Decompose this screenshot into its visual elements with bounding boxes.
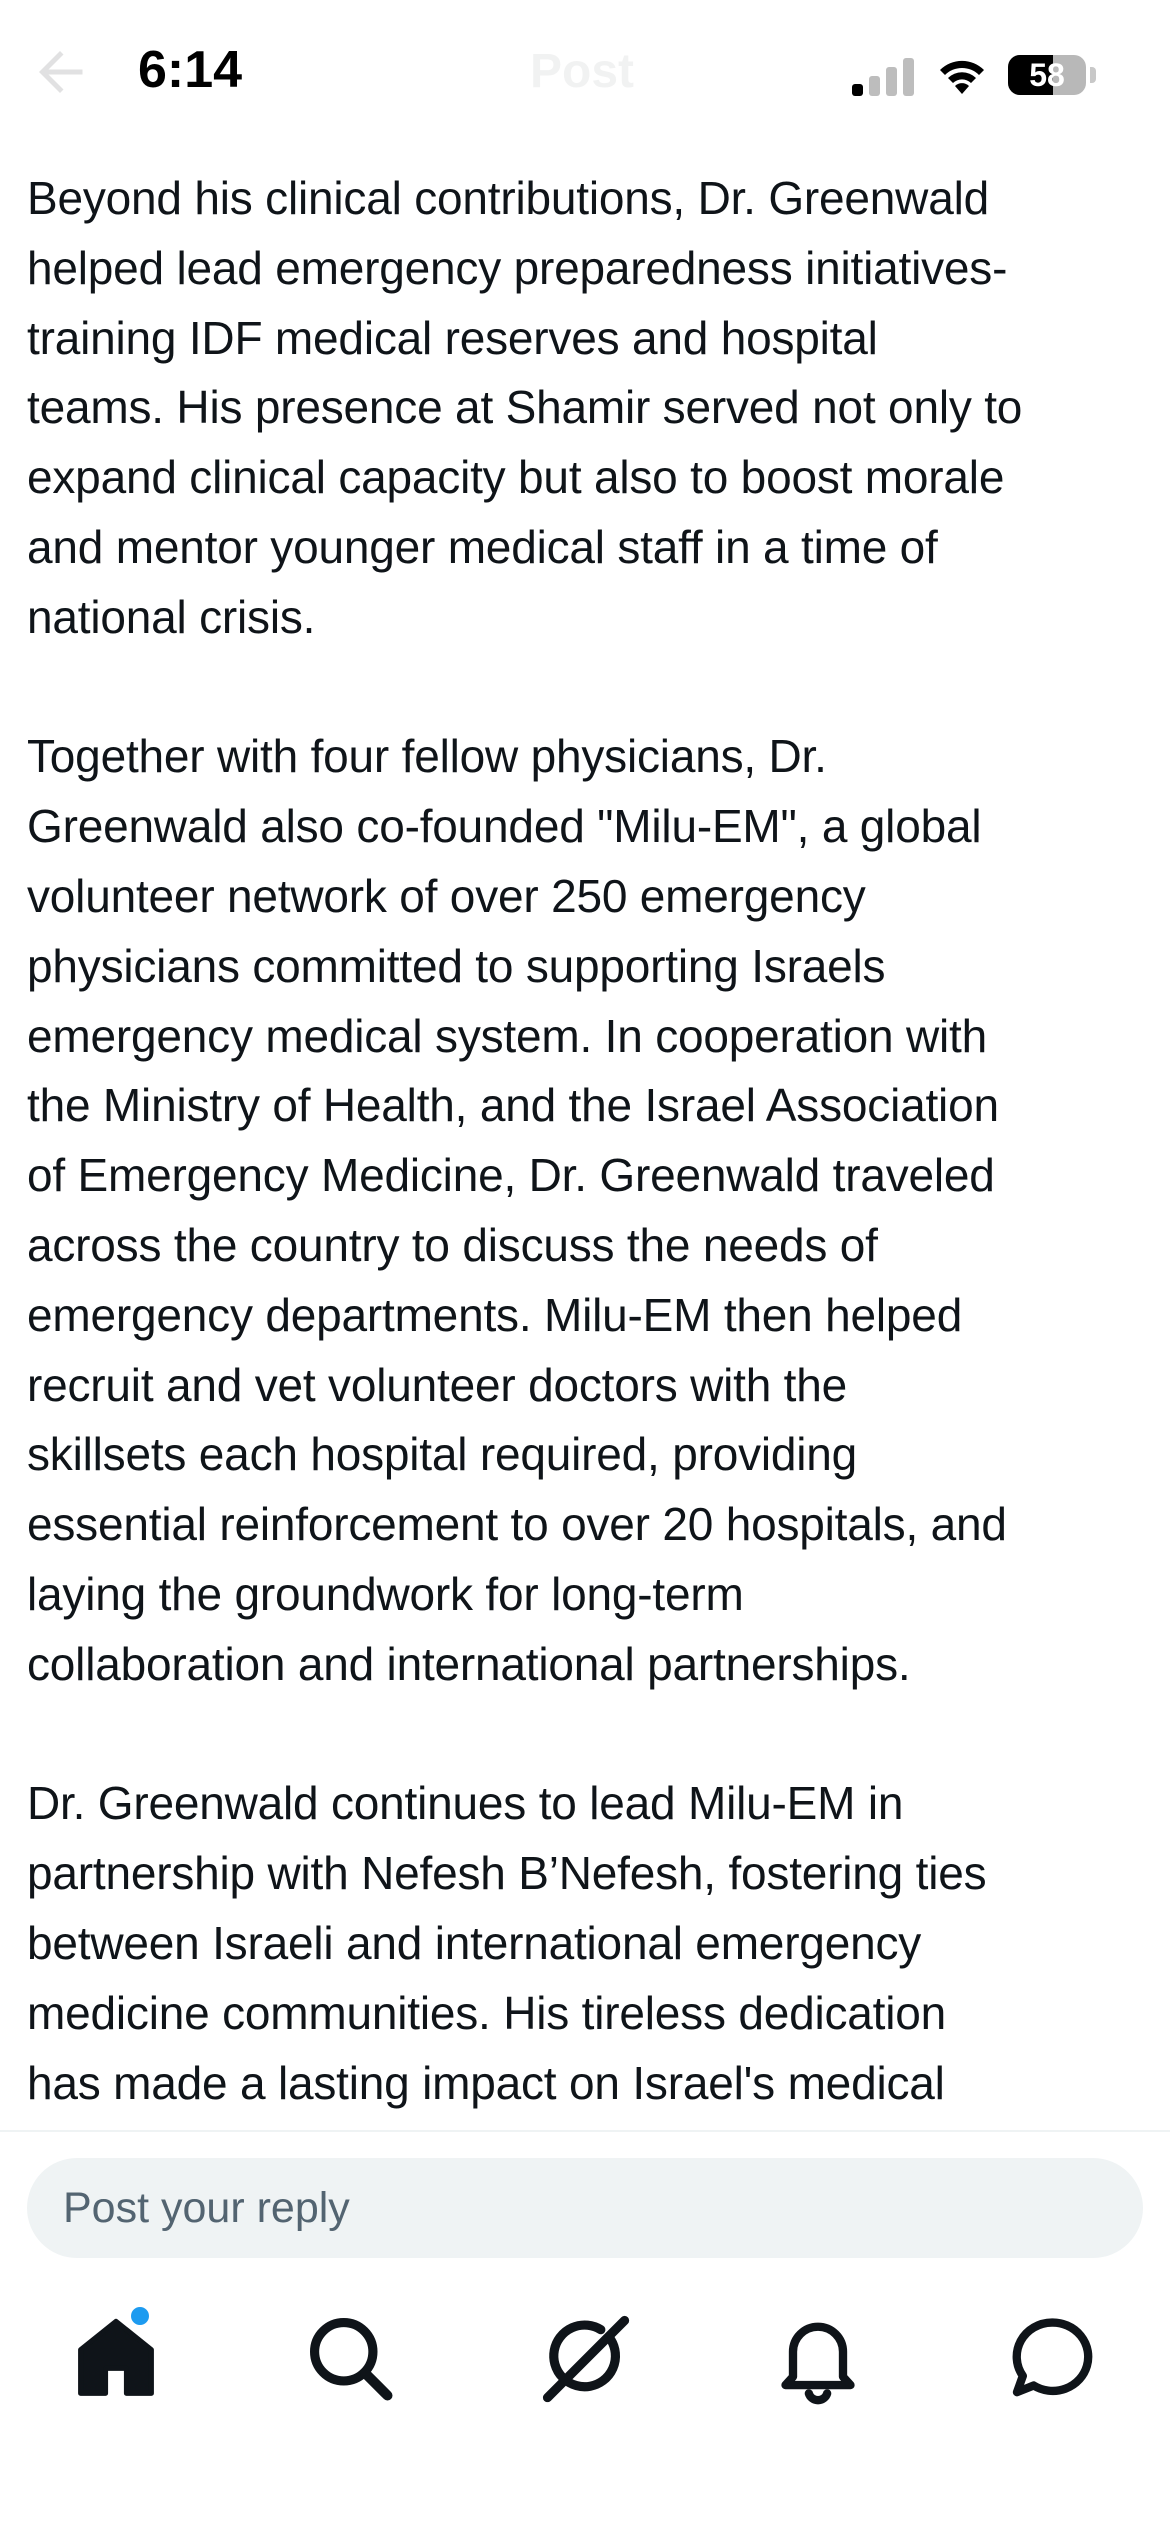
post-paragraph: Beyond his clinical contributions, Dr. Greenwald helped lead emergency preparedness initiatives- training IDF medical reserves and hospital teams. His presence at Shamir served not only to expand clinical capacity but also to boost morale and mentor younger medical staff in a time of national crisis. [27, 172, 1023, 643]
tab-grok[interactable] [535, 2308, 635, 2408]
reply-input[interactable] [27, 2158, 1143, 2258]
bottom-tab-bar [0, 2270, 1170, 2532]
cellular-signal-icon [852, 58, 916, 96]
grok-icon [535, 2308, 635, 2408]
header-title: Post [530, 45, 635, 98]
status-bar [0, 0, 1170, 150]
battery-level: 58 [1029, 57, 1065, 93]
home-icon [66, 2308, 166, 2408]
status-time: 6:14 [138, 41, 243, 99]
tab-messages[interactable] [1002, 2308, 1102, 2408]
tab-notifications[interactable] [768, 2308, 868, 2408]
post-body [27, 164, 1152, 2188]
battery-icon [1008, 55, 1086, 95]
bell-icon [768, 2308, 868, 2408]
post-paragraph: Together with four fellow physicians, Dr. Greenwald also co-founded "Milu-EM", a global volunteer network of over 250 emergency physicians committed to supporting Israels emergency medical system. In cooperation with the Ministry of Health, and the Israel Association of Emergency Medicine, Dr. Greenwald traveled across the country to discuss the needs of emergency departments. Milu-EM then helped recruit and vet volunteer doctors with the skillsets each hospital required, providing essential reinforcement to over 20 hospitals, and laying the groundwork for long-term collaboration and international partnerships. [27, 730, 1007, 1690]
reply-bar [0, 2130, 1170, 2272]
tab-home[interactable] [66, 2308, 166, 2408]
battery-cap [1090, 67, 1096, 83]
wifi-icon [936, 54, 988, 96]
message-bubble-icon [1002, 2308, 1102, 2408]
notification-dot [128, 2304, 152, 2328]
search-icon [300, 2308, 400, 2408]
post-paragraph: Dr. Greenwald continues to lead Milu-EM in partnership with Nefesh B’Nefesh, fostering ties between Israeli and international emergency medicine communities. His tireless dedication has made a lasting impact on Israel's medical [27, 1777, 987, 2109]
back-arrow-icon[interactable] [30, 42, 90, 102]
tab-search[interactable] [300, 2308, 400, 2408]
